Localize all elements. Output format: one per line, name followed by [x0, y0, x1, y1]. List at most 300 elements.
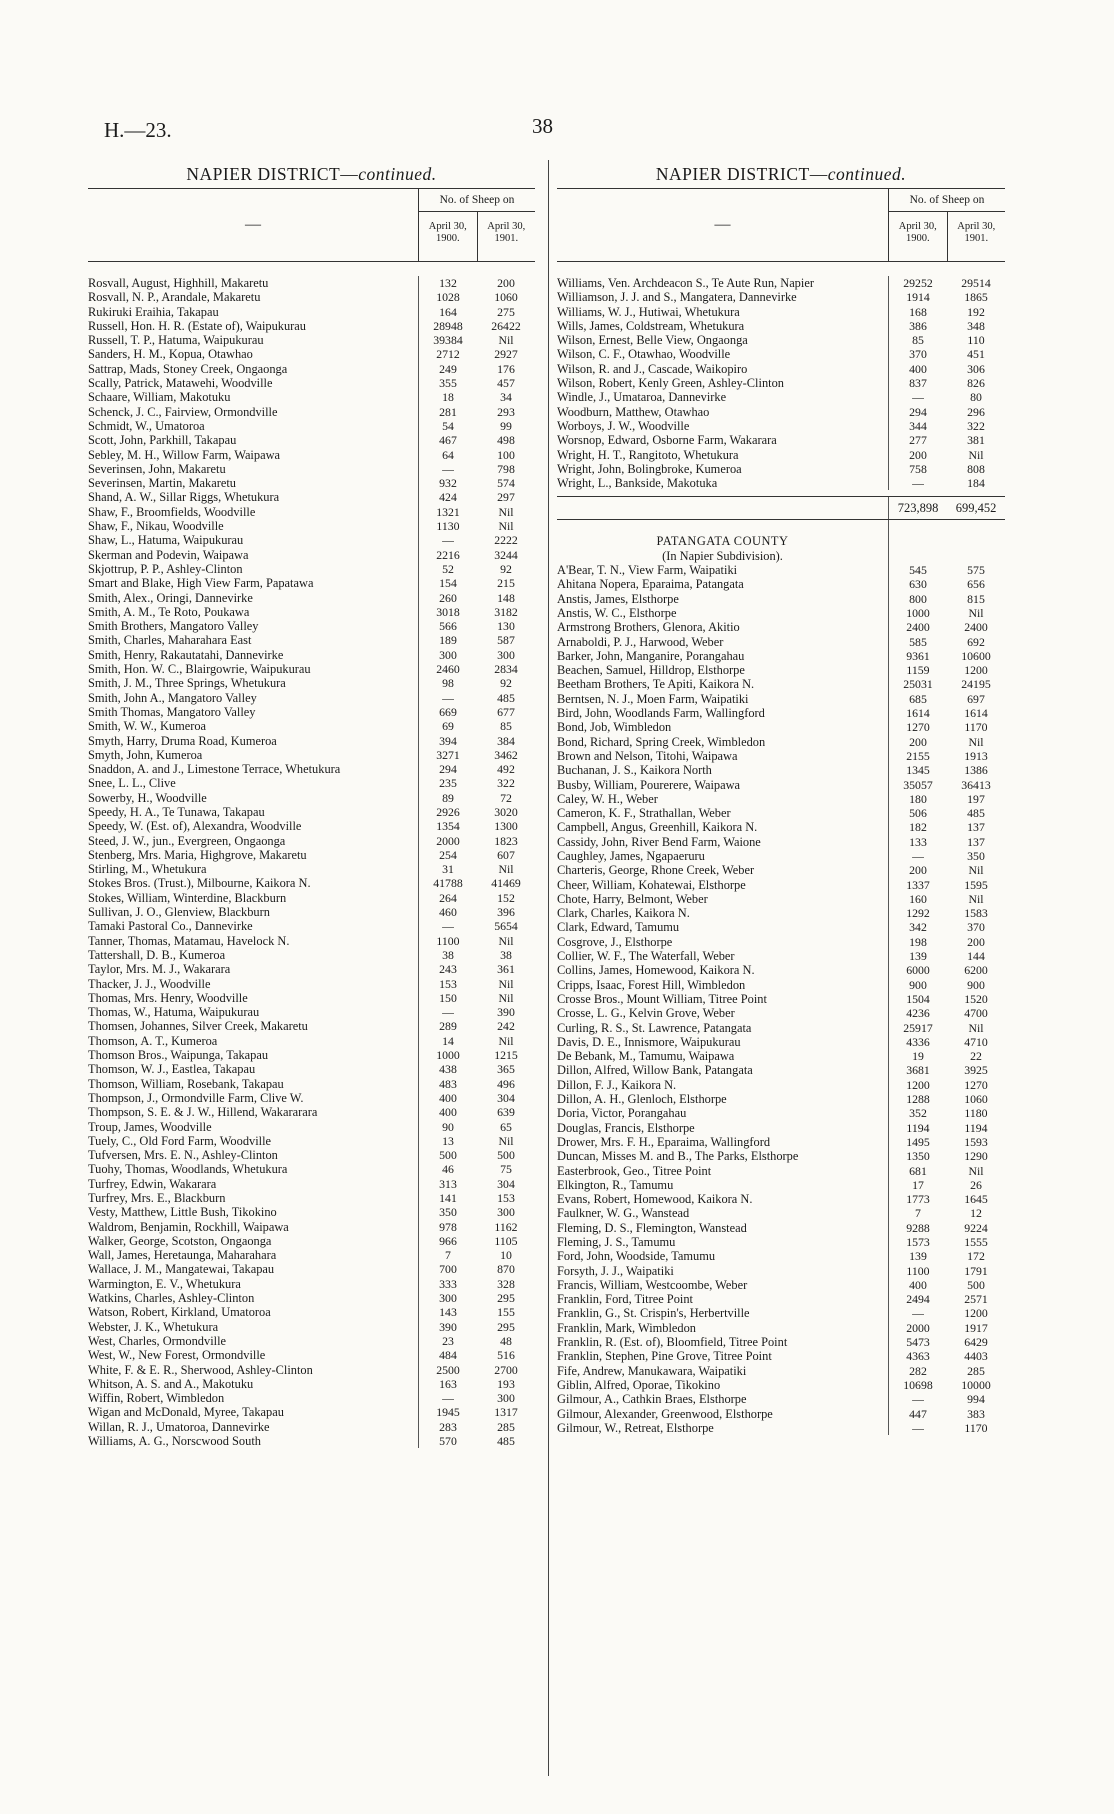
sheep-1901: 692	[967, 634, 985, 649]
owner-name: Shaw, L., Hatuma, Waipukurau	[88, 533, 244, 548]
sheep-1901: 361	[497, 962, 515, 977]
sheep-1901: 295	[497, 1319, 515, 1334]
sheep-1901: 100	[497, 447, 515, 462]
sheep-1900: 350	[418, 1205, 477, 1219]
owner-list	[557, 276, 1005, 490]
sheep-1901: 4700	[964, 1006, 988, 1021]
table-row	[88, 1148, 535, 1162]
owner-name: Webster, J. K., Whetukura	[88, 1319, 219, 1334]
table-row	[88, 648, 535, 662]
table-row	[557, 778, 1005, 792]
table-row	[557, 706, 1005, 720]
owner-name: Franklin, Ford, Titree Point	[557, 1292, 693, 1307]
owner-name: Beetham Brothers, Te Apiti, Kaikora N.	[557, 677, 755, 692]
sheep-1900: 2155	[888, 749, 947, 763]
owner-name: Smith, Henry, Rakautatahi, Dannevirke	[88, 647, 284, 662]
table-row	[557, 1407, 1005, 1421]
name-column-header: —	[714, 216, 731, 233]
owner-name: Sullivan, J. O., Glenview, Blackburn	[88, 905, 270, 920]
table-row	[557, 1321, 1005, 1335]
owner-name: Sowerby, H., Woodville	[88, 790, 207, 805]
table-row	[88, 1177, 535, 1191]
sheep-1901: Nil	[968, 447, 984, 462]
sheep-1901: 492	[497, 762, 515, 777]
sheep-1900: 7	[888, 1206, 947, 1220]
sheep-1901: 485	[967, 806, 985, 821]
sheep-1901: 575	[967, 563, 985, 578]
table-row	[557, 1421, 1005, 1435]
sheep-1901: 300	[497, 1391, 515, 1406]
table-row	[557, 376, 1005, 390]
sheep-1901: 697	[967, 691, 985, 706]
sheep-1901: 607	[497, 847, 515, 862]
table-row	[557, 635, 1005, 649]
owner-name: Shaw, F., Broomfields, Woodville	[88, 504, 256, 519]
sheep-1901: 304	[497, 1176, 515, 1191]
sheep-1901: 826	[967, 376, 985, 391]
owner-name: Worsnop, Edward, Osborne Farm, Wakarara	[557, 433, 777, 448]
table-row	[88, 1191, 535, 1205]
owner-name: Faulkner, W. G., Wanstead	[557, 1206, 690, 1221]
sheep-column-header	[418, 189, 535, 261]
sheep-1901: 137	[967, 820, 985, 835]
column-divider	[548, 160, 549, 1776]
sheep-1900: 1350	[888, 1149, 947, 1163]
sheep-1900: —	[888, 476, 947, 490]
sheep-1901: 370	[967, 920, 985, 935]
sheep-1901: 200	[497, 276, 515, 290]
owner-name: Wigan and McDonald, Myree, Takapau	[88, 1405, 284, 1420]
sheep-1901: 1386	[964, 763, 988, 778]
sheep-1901: Nil	[968, 891, 984, 906]
sheep-1900: 1159	[888, 663, 947, 677]
owner-name: Watson, Robert, Kirkland, Umatoroa	[88, 1305, 271, 1320]
owner-name: Fife, Andrew, Manukawara, Waipatiki	[557, 1363, 747, 1378]
right-column	[557, 160, 1005, 1435]
sheep-1900: —	[418, 462, 477, 476]
table-row	[88, 576, 535, 590]
sheep-1901: 1200	[964, 1306, 988, 1321]
owner-name: Russell, T. P., Hatuma, Waipukurau	[88, 333, 264, 348]
sheep-1900: 133	[888, 835, 947, 849]
sheep-1901: 99	[500, 418, 512, 433]
owner-name: Rukiruki Eraihia, Takapau	[88, 304, 219, 319]
sheep-1901: 24195	[961, 677, 991, 692]
owner-name: Bond, Job, Wimbledon	[557, 720, 672, 735]
owner-name: White, F. & E. R., Sherwood, Ashley-Clinton	[88, 1362, 313, 1377]
table-row	[88, 319, 535, 333]
owner-name: Smith, A. M., Te Roto, Poukawa	[88, 604, 250, 619]
sheep-1900: 669	[418, 705, 477, 719]
sheep-1900: 154	[418, 576, 477, 590]
owner-name: Thomsen, Johannes, Silver Creek, Makaretu	[88, 1019, 308, 1034]
table-row	[88, 1091, 535, 1105]
sheep-1900: —	[888, 849, 947, 863]
owner-name: Armstrong Brothers, Glenora, Akitio	[557, 620, 740, 635]
sheep-1901: 285	[967, 1363, 985, 1378]
sheep-1901: 870	[497, 1262, 515, 1277]
sheep-1901: 137	[967, 834, 985, 849]
table-row	[557, 577, 1005, 591]
table-row	[557, 1292, 1005, 1306]
sheep-1901: 500	[967, 1277, 985, 1292]
table-row	[88, 891, 535, 905]
table-row	[557, 276, 1005, 290]
table-row	[557, 663, 1005, 677]
sheep-1901: Nil	[498, 933, 514, 948]
sheep-1900: 1354	[418, 819, 477, 833]
sheep-1900: 2500	[418, 1363, 477, 1377]
page-number: 38	[532, 114, 553, 138]
table-row	[88, 948, 535, 962]
sheep-column-header	[888, 189, 1005, 261]
table-row	[88, 390, 535, 404]
sheep-1901: Nil	[498, 990, 514, 1005]
owner-name: Brown and Nelson, Titohi, Waipawa	[557, 748, 738, 763]
sheep-1901: 1290	[964, 1149, 988, 1164]
sheep-1901: 1180	[964, 1106, 988, 1121]
sheep-1901: 3244	[494, 547, 518, 562]
sheep-1901: 29514	[961, 276, 991, 290]
table-row	[88, 1363, 535, 1377]
page-identifier: H.—23.	[104, 118, 172, 142]
sheep-1901: 365	[497, 1062, 515, 1077]
owner-name: Elkington, R., Tamumu	[557, 1177, 674, 1192]
sheep-1901: Nil	[498, 976, 514, 991]
owner-name: Steed, J. W., jun., Evergreen, Ongaonga	[88, 833, 286, 848]
table-row	[88, 548, 535, 562]
sheep-1901: 10	[500, 1248, 512, 1263]
sheep-1901: 300	[497, 647, 515, 662]
owner-name: Severinsen, Martin, Makaretu	[88, 476, 236, 491]
sheep-1901: 348	[967, 318, 985, 333]
table-row	[88, 1291, 535, 1305]
sheep-1901: 1162	[494, 1219, 518, 1234]
table-row	[88, 305, 535, 319]
owner-name: Bird, John, Woodlands Farm, Wallingford	[557, 706, 765, 721]
sheep-1900: —	[418, 919, 477, 933]
sheep-1901: 12	[970, 1206, 982, 1221]
table-row	[88, 862, 535, 876]
owner-name: Smith, Hon. W. C., Blairgowrie, Waipukurau	[88, 662, 311, 677]
sheep-1900: 4363	[888, 1349, 947, 1363]
sheep-1900: 758	[888, 462, 947, 476]
table-row	[557, 1378, 1005, 1392]
table-row	[88, 977, 535, 991]
table-row	[557, 878, 1005, 892]
owner-name: Tuely, C., Old Ford Farm, Woodville	[88, 1133, 272, 1148]
sheep-1901: 9224	[964, 1220, 988, 1235]
sheep-1901: Nil	[968, 863, 984, 878]
sheep-1901: 994	[967, 1392, 985, 1407]
owner-name: Walker, George, Scotston, Ongaonga	[88, 1233, 272, 1248]
owner-name: Collier, W. F., The Waterfall, Weber	[557, 949, 735, 964]
table-row	[557, 1121, 1005, 1135]
sheep-1900: —	[418, 1005, 477, 1019]
owner-name: Woodburn, Matthew, Otawhao	[557, 404, 710, 419]
district-heading-continued: continued.	[827, 164, 907, 184]
owner-name: Cheer, William, Kohatewai, Elsthorpe	[557, 877, 746, 892]
sheep-1900: —	[418, 691, 477, 705]
owner-name: Cassidy, John, River Bend Farm, Waione	[557, 834, 761, 849]
sheep-1900: 41788	[418, 876, 477, 890]
sheep-1901: 677	[497, 704, 515, 719]
table-row	[88, 462, 535, 476]
sheep-1901: 300	[497, 1205, 515, 1220]
table-row	[557, 906, 1005, 920]
sheep-1901: 1645	[964, 1192, 988, 1207]
owner-name: Giblin, Alfred, Oporae, Tikokino	[557, 1377, 721, 1392]
owner-name: Stirling, M., Whetukura	[88, 862, 207, 877]
sheep-1901: 1300	[494, 819, 518, 834]
sheep-1901: 242	[497, 1019, 515, 1034]
table-row	[88, 1048, 535, 1062]
owner-name: Sanders, H. M., Kopua, Otawhao	[88, 347, 253, 362]
sheep-1900: 1130	[418, 519, 477, 533]
sheep-1900: 681	[888, 1164, 947, 1178]
table-row	[557, 462, 1005, 476]
sheep-1900: 566	[418, 619, 477, 633]
owner-name: Smith, Alex., Oringi, Dannevirke	[88, 590, 253, 605]
sheep-1901: 110	[967, 333, 985, 348]
table-row	[88, 419, 535, 433]
sheep-1901: 75	[500, 1162, 512, 1177]
sheep-1901: 1215	[494, 1048, 518, 1063]
table-row	[88, 1248, 535, 1262]
table-row	[88, 1262, 535, 1276]
table-row	[557, 920, 1005, 934]
owner-name: Wallace, J. M., Mangatewai, Takapau	[88, 1262, 275, 1277]
left-column	[88, 160, 535, 1448]
table-row	[88, 1134, 535, 1148]
owner-name: Thompson, J., Ormondville Farm, Clive W.	[88, 1090, 304, 1105]
table-row	[88, 905, 535, 919]
table-row	[88, 762, 535, 776]
sheep-1900: 2494	[888, 1292, 947, 1306]
sheep-1900: 17	[888, 1178, 947, 1192]
sheep-1900: 1321	[418, 505, 477, 519]
sheep-1901: 1791	[964, 1263, 988, 1278]
sheep-1900: —	[418, 1391, 477, 1405]
owner-name: Davis, D. E., Innismore, Waipukurau	[557, 1034, 741, 1049]
owner-name: Williams, A. G., Norscwood South	[88, 1434, 261, 1449]
sheep-1901: 200	[967, 934, 985, 949]
sheep-1900: 3271	[418, 748, 477, 762]
owner-name: Evans, Robert, Homewood, Kaikora N.	[557, 1192, 753, 1207]
sheep-1900: 6000	[888, 963, 947, 977]
owner-name: Shand, A. W., Sillar Riggs, Whetukura	[88, 490, 280, 505]
sheep-1900: 2000	[418, 834, 477, 848]
sheep-1900: 13	[418, 1134, 477, 1148]
sheep-1900: 143	[418, 1305, 477, 1319]
owner-name: Forsyth, J. J., Waipatiki	[557, 1263, 674, 1278]
table-row	[88, 991, 535, 1005]
sheep-1900: 467	[418, 433, 477, 447]
table-row	[557, 592, 1005, 606]
sheep-1900: 282	[888, 1364, 947, 1378]
table-row	[88, 1434, 535, 1448]
sheep-1901: 350	[967, 848, 985, 863]
owner-name: Tamaki Pastoral Co., Dannevirke	[88, 919, 253, 934]
sheep-1901: 384	[497, 733, 515, 748]
table-row	[88, 1234, 535, 1248]
owner-name: Smith, Charles, Maharahara East	[88, 633, 252, 648]
total-1900: 723,898	[888, 497, 947, 519]
sheep-1901: 92	[500, 561, 512, 576]
sheep-1900: 313	[418, 1177, 477, 1191]
owner-name: Thompson, S. E. & J. W., Hillend, Wakararara	[88, 1105, 318, 1120]
owner-name: Ford, John, Woodside, Tamumu	[557, 1249, 716, 1264]
table-row	[557, 1178, 1005, 1192]
sheep-1901: 38	[500, 947, 512, 962]
table-row	[557, 863, 1005, 877]
sheep-caption: No. of Sheep on	[419, 189, 535, 212]
sheep-1900: 500	[418, 1148, 477, 1162]
owner-name: Gilmour, W., Retreat, Elsthorpe	[557, 1420, 714, 1435]
table-row	[557, 1006, 1005, 1020]
owner-name: Stenberg, Mrs. Maria, Highgrove, Makaretu	[88, 847, 307, 862]
table-row	[557, 347, 1005, 361]
owner-name: Smyth, John, Kumeroa	[88, 747, 203, 762]
district-heading	[557, 160, 1005, 188]
sheep-caption: No. of Sheep on	[889, 189, 1005, 212]
sheep-1900: 1773	[888, 1192, 947, 1206]
sheep-1900: 200	[888, 735, 947, 749]
table-row	[88, 276, 535, 290]
table-row	[88, 1062, 535, 1076]
table-row	[557, 606, 1005, 620]
sheep-1900: 254	[418, 848, 477, 862]
sheep-1900: 289	[418, 1019, 477, 1033]
table-row	[557, 1264, 1005, 1278]
table-row	[557, 806, 1005, 820]
sheep-1900: 300	[418, 648, 477, 662]
table-row	[88, 691, 535, 705]
sheep-1900: 46	[418, 1162, 477, 1176]
owner-name: Sebley, M. H., Willow Farm, Waipawa	[88, 447, 281, 462]
sheep-1900: 1270	[888, 720, 947, 734]
owner-name: Shaw, F., Nikau, Woodville	[88, 519, 224, 534]
sheep-1900: —	[888, 1392, 947, 1406]
sheep-1901: 639	[497, 1105, 515, 1120]
table-row	[88, 519, 535, 533]
owner-name: Franklin, Stephen, Pine Grove, Titree Point	[557, 1349, 772, 1364]
sheep-1900: 352	[888, 1106, 947, 1120]
table-row	[88, 405, 535, 419]
sheep-1900: 19	[888, 1049, 947, 1063]
owner-name: Ahitana Nopera, Eparaima, Patangata	[557, 577, 744, 592]
table-row	[88, 347, 535, 361]
table-row	[88, 1005, 535, 1019]
sheep-1900: 283	[418, 1420, 477, 1434]
owner-name: A'Bear, T. N., View Farm, Waipatiki	[557, 563, 738, 578]
sheep-1901: 4710	[964, 1034, 988, 1049]
sheep-1900: 2460	[418, 662, 477, 676]
owner-name: Schaare, William, Makotuku	[88, 390, 231, 405]
owner-name: Dillon, A. H., Glenloch, Elsthorpe	[557, 1092, 727, 1107]
table-row	[88, 448, 535, 462]
sheep-1900: 89	[418, 791, 477, 805]
table-row	[557, 319, 1005, 333]
sheep-1900: 235	[418, 776, 477, 790]
sheep-1900: 700	[418, 1262, 477, 1276]
sheep-1900: 1292	[888, 906, 947, 920]
sheep-1900: 1945	[418, 1405, 477, 1419]
owner-name: Scott, John, Parkhill, Takapau	[88, 433, 237, 448]
sheep-1900: 264	[418, 891, 477, 905]
owner-name: Fleming, J. S., Tamumu	[557, 1235, 676, 1249]
table-row	[557, 305, 1005, 319]
sheep-1900: 837	[888, 376, 947, 390]
owner-name: Franklin, R. (Est. of), Bloomfield, Titree Point	[557, 1335, 788, 1350]
sheep-1900: 69	[418, 719, 477, 733]
owner-name: Wright, L., Bankside, Makotuka	[557, 476, 718, 491]
sheep-1901: Nil	[498, 333, 514, 348]
owner-name: Thomson Bros., Waipunga, Takapau	[88, 1048, 269, 1063]
sheep-1901: 192	[967, 304, 985, 319]
sheep-1901: 152	[497, 890, 515, 905]
sheep-1900: 438	[418, 1062, 477, 1076]
sheep-1901: 3020	[494, 804, 518, 819]
sheep-1900: 342	[888, 920, 947, 934]
sheep-1900: 52	[418, 562, 477, 576]
owner-name: Chote, Harry, Belmont, Weber	[557, 891, 708, 906]
sheep-1900: 180	[888, 792, 947, 806]
table-row	[557, 1106, 1005, 1120]
sheep-1900: 966	[418, 1234, 477, 1248]
owner-name: Wilson, Robert, Kenly Green, Ashley-Clinton	[557, 376, 784, 391]
sheep-1901: 2571	[964, 1292, 988, 1307]
sheep-1901: 1555	[964, 1235, 988, 1249]
sheep-1901: 3462	[494, 747, 518, 762]
sheep-1900: 545	[888, 563, 947, 577]
sheep-1900: 447	[888, 1407, 947, 1421]
owner-name: Smith, John A., Mangatoro Valley	[88, 690, 257, 705]
table-row	[88, 376, 535, 390]
table-row	[557, 649, 1005, 663]
sheep-1900: 333	[418, 1277, 477, 1291]
sheep-1900: 249	[418, 362, 477, 376]
date-1901-header: April 30, 1901.	[487, 221, 526, 244]
sheep-1900: 800	[888, 592, 947, 606]
sheep-1901: 184	[967, 476, 985, 491]
table-row	[557, 1221, 1005, 1235]
owner-name: Wilson, R. and J., Cascade, Waikopiro	[557, 361, 748, 376]
sheep-1901: 176	[497, 361, 515, 376]
sheep-1901: 6200	[964, 963, 988, 978]
sheep-1901: 65	[500, 1119, 512, 1134]
sheep-1900: 1914	[888, 290, 947, 304]
sheep-1901: Nil	[968, 1020, 984, 1035]
sheep-1900: 294	[888, 405, 947, 419]
table-row	[557, 1092, 1005, 1106]
sheep-1901: 22	[970, 1049, 982, 1064]
table-row	[88, 934, 535, 948]
sheep-1900: 98	[418, 676, 477, 690]
sheep-1900: 3018	[418, 605, 477, 619]
sheep-1901: 798	[497, 461, 515, 476]
owner-name: Thacker, J. J., Woodville	[88, 976, 211, 991]
table-row	[557, 935, 1005, 949]
owner-name: Speedy, H. A., Te Tunawa, Takapau	[88, 804, 265, 819]
owner-name: Wright, H. T., Rangitoto, Whetukura	[557, 447, 739, 462]
table-row	[557, 849, 1005, 863]
sheep-1901: 92	[500, 676, 512, 691]
owner-name: Wilson, C. F., Otawhao, Woodville	[557, 347, 731, 362]
sheep-1900: 4336	[888, 1035, 947, 1049]
sheep-1901: 1270	[964, 1077, 988, 1092]
owner-name: Turfrey, Mrs. E., Blackburn	[88, 1191, 226, 1205]
